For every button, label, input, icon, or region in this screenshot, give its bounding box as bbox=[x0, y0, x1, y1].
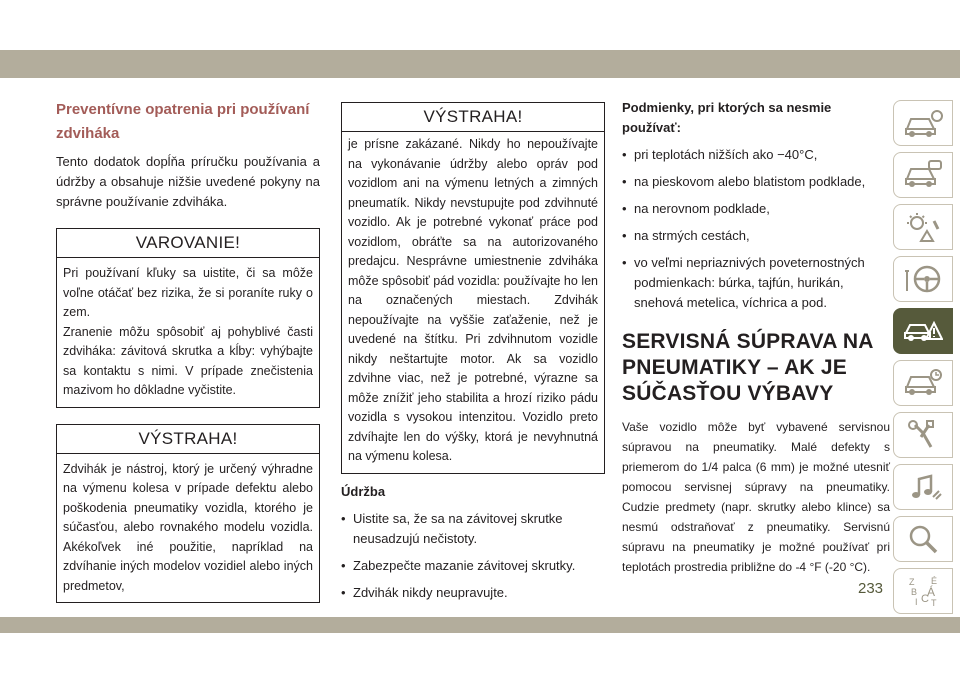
warning-box-1 bbox=[56, 424, 320, 604]
chapter-tabs bbox=[893, 100, 955, 620]
maintenance-list bbox=[341, 509, 605, 603]
right-column bbox=[622, 98, 890, 577]
bottom-band bbox=[0, 617, 960, 633]
heading-line: SÚČASŤOU VÝBAVY bbox=[622, 382, 834, 405]
language-index-icon bbox=[903, 575, 943, 607]
top-band bbox=[0, 50, 960, 78]
index-letter: T bbox=[931, 598, 937, 607]
caution-body bbox=[57, 258, 319, 407]
page-number: 233 bbox=[858, 580, 884, 597]
left-column bbox=[56, 98, 320, 603]
list-item: • Zabezpečte mazanie závitovej skrutky. bbox=[341, 556, 605, 576]
tab-language-index[interactable] bbox=[893, 568, 953, 614]
index-letter: C bbox=[921, 593, 929, 605]
index-letter: É bbox=[931, 576, 938, 586]
music-media-icon bbox=[903, 471, 943, 503]
maintenance-heading: Údržba bbox=[341, 483, 386, 499]
jack-precautions-heading bbox=[56, 98, 320, 146]
tab-wrench[interactable] bbox=[893, 412, 953, 458]
conditions-list bbox=[622, 145, 890, 313]
list-item: • vo veľmi nepriaznivých poveternostných podmienkach: búrka, tajfún, hurikán, snehová metelica, víchrica a pod. bbox=[622, 253, 890, 313]
tab-emergency[interactable] bbox=[893, 308, 953, 354]
warning-lights-icon bbox=[903, 211, 943, 243]
middle-column bbox=[341, 102, 605, 610]
warning-body-2: je prísne zakázané. Nikdy ho nepoužívajte na vykonávanie údržby alebo opráv pod vozidlom ani na výmenu letných a zimných pneumatík. Nikdy nevstupujte pod zdvihnuté vozidlo. Ak je potrebné vykonať práce pod vozidlom, obráťte sa na autorizovaného predajcu. Nesprávne umiestnenie zdviháka môže spôsobiť pád vozidla: používajte ho len na označených miestach. Zdvihák nepoužívajte na vyššie zaťaženie, než je uvedené na štítku. Pri zdvihnutom vozidle nikdy neštartujte motor. Ak sa vozidlo zdvihne viac, než je potrebné, výrazne sa môže znížiť jeho stabilita a hrozí riziko pádu vozidla s vysokou intenzitou. Vozidlo preto zdvíhajte len do výšky, ktorá je nevyhnutná na výmenu kolesa. bbox=[348, 137, 598, 463]
caution-para-2: Zranenie môžu spôsobiť aj pohyblivé časti zdviháka: závitová skrutka a kĺby: vyhýbajte sa kontaktu s nimi. V prípade znečistenia mazivom ho dôkladne vyčistite. bbox=[63, 324, 313, 397]
warning-box-2 bbox=[341, 102, 605, 474]
list-item: • na strmých cestách, bbox=[622, 226, 890, 246]
tab-warning-lights[interactable] bbox=[893, 204, 953, 250]
tab-steering-wheel[interactable] bbox=[893, 256, 953, 302]
car-key-icon bbox=[903, 159, 943, 191]
list-item: • na pieskovom alebo blatistom podklade, bbox=[622, 172, 890, 192]
wrench-icon bbox=[903, 419, 943, 451]
tire-kit-heading bbox=[622, 329, 890, 407]
heading-line: zdviháka bbox=[56, 125, 120, 142]
list-item: • na nerovnom podklade, bbox=[622, 199, 890, 219]
tab-car-service[interactable] bbox=[893, 360, 953, 406]
heading-line: SERVISNÁ SÚPRAVA NA bbox=[622, 330, 874, 353]
warning-title-2: VÝSTRAHA! bbox=[342, 103, 604, 132]
heading-line: PNEUMATIKY – AK JE bbox=[622, 356, 847, 379]
warning-title-1: VÝSTRAHA! bbox=[57, 425, 319, 454]
index-letter: Z bbox=[909, 577, 915, 587]
tab-car-info[interactable] bbox=[893, 100, 953, 146]
caution-box bbox=[56, 228, 320, 408]
list-item: • Uistite sa, že sa na závitovej skrutke neusadzujú nečistoty. bbox=[341, 509, 605, 549]
tab-car-key[interactable] bbox=[893, 152, 953, 198]
tire-kit-text: Vaše vozidlo môže byť vybavené servisnou súpravou na pneumatiky. Malé defekty s priemerom do 1/4 palca (6 mm) je možné utesniť pomocou servisnej súpravy na pneumatiky. Cudzie predmety (napr. skrutky alebo klince) sa nesmú odstraňovať z pneumatiky. Servisnú súpravu na pneumatiky je možné používať pri teplotách prostredia približne do -4 °F (-20 °C). bbox=[622, 420, 890, 574]
tab-search[interactable] bbox=[893, 516, 953, 562]
steering-wheel-icon bbox=[903, 263, 943, 295]
list-item: • Zdvihák nikdy neupravujte. bbox=[341, 583, 605, 603]
conditions-heading: Podmienky, pri ktorých sa nesmie používať: bbox=[622, 100, 832, 135]
car-info-icon bbox=[903, 107, 943, 139]
index-letter: I bbox=[915, 597, 918, 607]
tab-media[interactable] bbox=[893, 464, 953, 510]
search-index-icon bbox=[903, 523, 943, 555]
caution-title: VAROVANIE! bbox=[57, 229, 319, 258]
list-item: • pri teplotách nižších ako −40°C, bbox=[622, 145, 890, 165]
index-letter: B bbox=[911, 587, 918, 597]
heading-line: Preventívne opatrenia pri používaní bbox=[56, 101, 310, 118]
index-letter: Á bbox=[927, 585, 936, 599]
car-service-icon bbox=[903, 367, 943, 399]
emergency-car-icon bbox=[903, 315, 943, 347]
warning-body-1: Zdvihák je nástroj, ktorý je určený výhradne na výmenu kolesa v prípade defektu alebo poškodenia pneumatiky vozidla, ktorého je súčasťou, alebo rovnakého modelu vozidla. Akékoľvek iné použitie, napríklad na zdvíhanie iných modelov vozidiel alebo iných predmetov, bbox=[63, 461, 313, 593]
intro-text: Tento dodatok dopĺňa príručku používania a údržby a obsahuje nižšie uvedené pokyny na správne používanie zdviháka. bbox=[56, 154, 320, 209]
caution-para-1: Pri používaní kľuky sa uistite, či sa môže voľne otáčať bez rizika, že si poraníte ruky o zem. bbox=[63, 266, 313, 319]
